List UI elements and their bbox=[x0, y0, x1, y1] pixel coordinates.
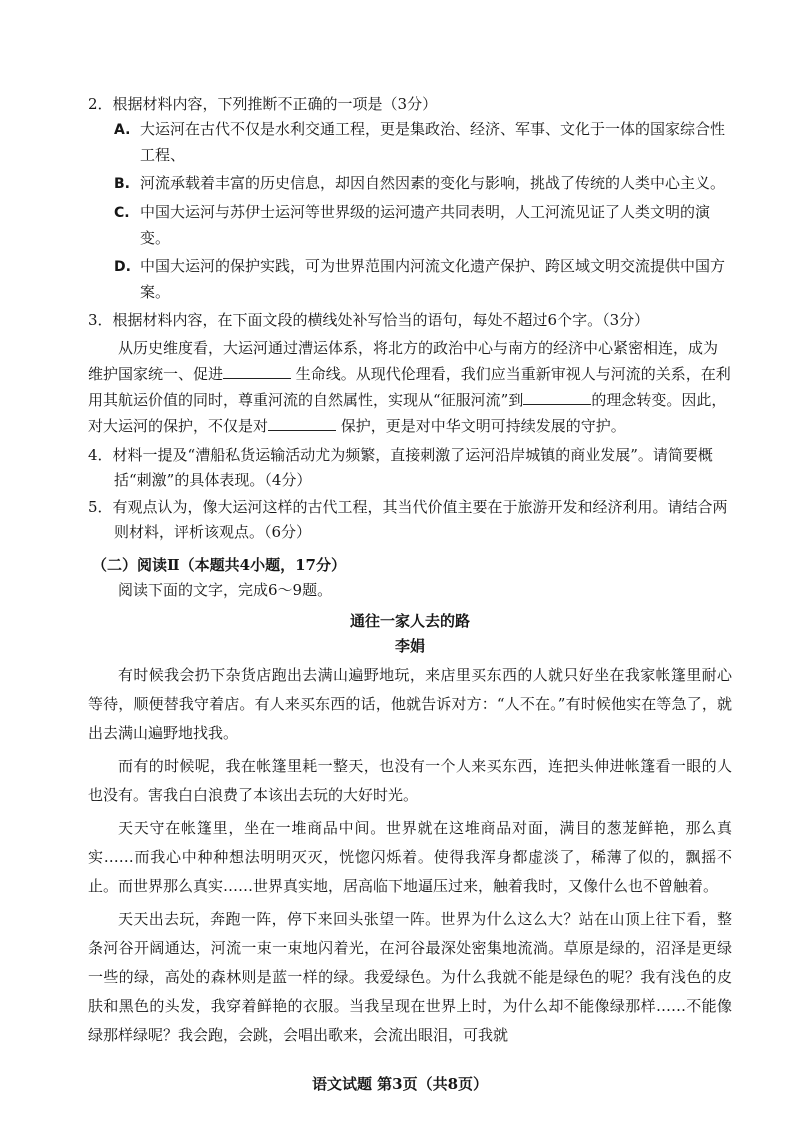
passage-part-c: 的理念转变。因此，对大运河的保护，不仅是对 bbox=[88, 391, 727, 435]
question-3-stem: 3．根据材料内容，在下面文段的横线处补写恰当的语句，每处不超过6个字。（3分） bbox=[88, 311, 650, 329]
question-2 bbox=[88, 92, 732, 305]
option-a-text: 大运河在古代不仅是水利交通工程，更是集政治、经济、军事、文化于一体的国家综合性工程、 bbox=[140, 120, 726, 164]
question-2-stem bbox=[88, 92, 732, 117]
question-3-passage bbox=[88, 335, 732, 439]
option-b-text: 河流承载着丰富的历史信息，却因自然因素的变化与影响，挑战了传统的人类中心主义。 bbox=[140, 174, 726, 192]
essay-paragraph: 有时候我会扔下杂货店跑出去满山遍野地玩，来店里买东西的人就只好坐在我家帐篷里耐心等待，顺便替我守着店。有人来买东西的话，他就告诉对方：“人不在。”有时候他实在等急了，就出去满山遍野地找我。 bbox=[88, 666, 732, 742]
answer-blank-3[interactable] bbox=[268, 416, 336, 431]
essay-title: 通往一家人去的路 bbox=[349, 612, 470, 630]
question-2-option-c bbox=[88, 200, 732, 251]
question-2-option-d bbox=[88, 254, 732, 305]
question-2-number: 2． bbox=[88, 95, 113, 113]
option-a-key: A. bbox=[114, 122, 131, 138]
option-d-text: 中国大运河的保护实践，可为世界范围内河流文化遗产保护、跨区域文明交流提供中国方案。 bbox=[140, 257, 726, 301]
passage-part-b: 生命线。从现代伦理看，我们应当重新审视人与河流的关系，在利用其航运价值的同时，尊重河流的自然属性，实现从“征服河流”到 bbox=[88, 365, 731, 409]
answer-blank-2[interactable] bbox=[523, 390, 591, 405]
passage-part-d: 保护，更是对中华文明可持续发展的守护。 bbox=[340, 417, 626, 435]
question-3 bbox=[88, 308, 732, 439]
option-c-text: 中国大运河与苏伊士运河等世界级的运河遗产共同表明，人工河流见证了人类文明的演变。 bbox=[140, 203, 711, 247]
question-5: 5．有观点认为，像大运河这样的古代工程，其当代价值主要在于旅游开发和经济利用。请结合两则材料，评析该观点。（6分） bbox=[88, 498, 728, 541]
essay-paragraph: 天天守在帐篷里，坐在一堆商品中间。世界就在这堆商品对面，满目的葱茏鲜艳，那么真实……而我心中种种想法明明灭灭，恍惚闪烁着。使得我浑身都虚淡了，稀薄了似的，飘摇不止。而世界那么真实……世界真实地，居高临下地逼压过来，触着我时，又像什么也不曾触着。 bbox=[88, 819, 732, 895]
section-instruction: 阅读下面的文字，完成6～9题。 bbox=[118, 581, 333, 599]
option-d-key: D. bbox=[114, 259, 131, 275]
essay-paragraph: 天天出去玩，奔跑一阵，停下来回头张望一阵。世界为什么这么大？站在山顶上往下看，整条河谷开阔通达，河流一束一束地闪着光，在河谷最深处密集地流淌。草原是绿的，沼泽是更绿一些的绿，高处的森林则是蓝一样的绿。我爱绿色。为什么我就不能是绿色的呢？我有浅色的皮肤和黑色的头发，我穿着鲜艳的衣服。当我呈现在世界上时，为什么却不能像绿那样……不能像绿那样绿呢？我会跑，会跳，会唱出歌来，会流出眼泪，可我就 bbox=[88, 910, 732, 1044]
essay-author: 李娟 bbox=[394, 637, 425, 655]
essay-paragraph: 而有的时候呢，我在帐篷里耗一整天，也没有一个人来买东西，连把头伸进帐篷看一眼的人也没有。害我白白浪费了本该出去玩的大好时光。 bbox=[88, 757, 732, 804]
question-2-option-b bbox=[88, 171, 732, 197]
page-footer: 语文试题 第3页（共8页） bbox=[311, 1075, 489, 1093]
option-b-key: B. bbox=[114, 176, 130, 192]
question-4: 4．材料一提及“漕船私货运输活动尤为频繁，直接刺激了运河沿岸城镇的商业发展”。请简要概括“刺激”的具体表现。（4分） bbox=[88, 446, 713, 489]
question-2-text: 根据材料内容，下列推断不正确的一项是（3分） bbox=[112, 95, 438, 113]
passage-part-a: 从历史维度看，大运河通过漕运体系，将北方的政治中心与南方的经济中心紧密相连，成为维护国家统一、促进 bbox=[88, 339, 719, 383]
section-title: （二）阅读Ⅱ（本题共4小题，17分） bbox=[92, 556, 346, 574]
option-c-key: C. bbox=[114, 205, 130, 221]
answer-blank-1[interactable] bbox=[223, 364, 291, 379]
question-2-option-a bbox=[88, 117, 732, 168]
